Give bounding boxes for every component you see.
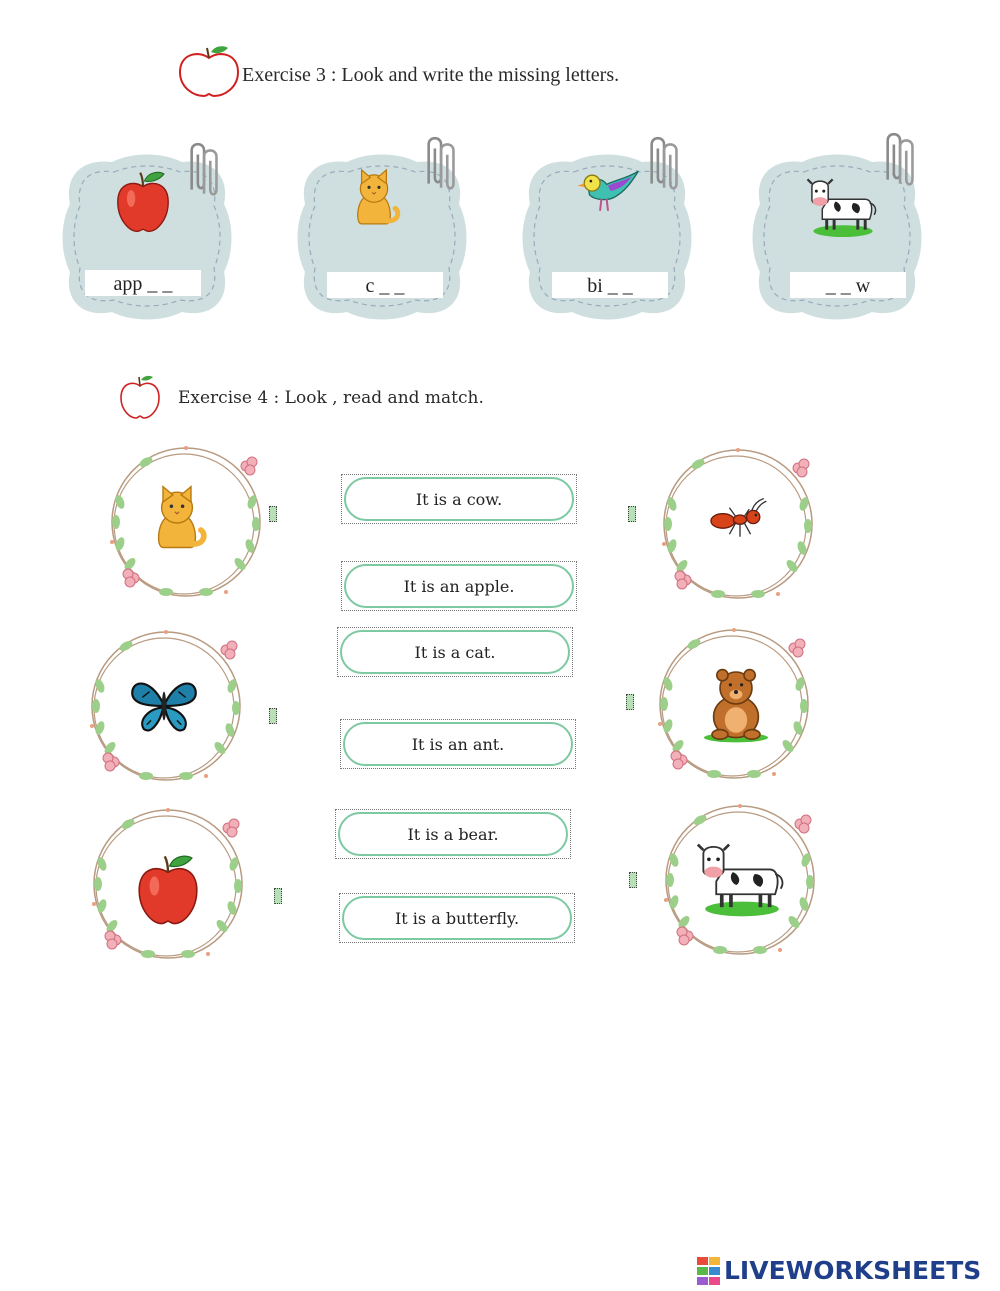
- apple-outline-icon: [176, 44, 242, 98]
- word-clue: _ _ w: [790, 272, 906, 298]
- word-clue: bi _ _: [552, 272, 668, 298]
- word-card-apple: [62, 152, 232, 322]
- picture-ant: [658, 444, 818, 604]
- apple-icon: [128, 848, 208, 932]
- sentence-option[interactable]: It is a cow.: [341, 474, 577, 524]
- word-card-cow: [752, 152, 922, 322]
- word-card-bird: [522, 152, 692, 322]
- word-clue: app _ _: [85, 270, 201, 296]
- picture-butterfly: [86, 626, 246, 786]
- cat-icon: [343, 156, 405, 236]
- liveworksheets-logo-icon: [697, 1257, 721, 1285]
- liveworksheets-logo[interactable]: [697, 1256, 981, 1285]
- match-point-left-2[interactable]: [269, 708, 277, 724]
- cat-icon: [142, 468, 212, 564]
- sentence-option[interactable]: It is a cat.: [337, 627, 573, 677]
- sentence-option[interactable]: It is an apple.: [341, 561, 577, 611]
- exercise3-title: Exercise 3 : Look and write the missing letters.: [242, 64, 620, 86]
- picture-cow: [660, 800, 820, 960]
- paperclip-icon: [180, 138, 224, 200]
- exercise4-title: Exercise 4 : Look , read and match.: [178, 388, 484, 408]
- sentence-option[interactable]: It is a bear.: [335, 809, 571, 859]
- picture-cat: [106, 442, 266, 602]
- match-point-left-1[interactable]: [269, 506, 277, 522]
- paperclip-icon: [876, 128, 920, 190]
- apple-outline-icon: [118, 374, 162, 420]
- picture-bear: [654, 624, 814, 784]
- cow-icon: [806, 166, 880, 240]
- apple-icon: [108, 166, 178, 238]
- word-card-cat: [297, 152, 467, 322]
- match-point-right-3[interactable]: [629, 872, 637, 888]
- word-clue: c _ _: [327, 272, 443, 298]
- paperclip-icon: [417, 132, 461, 194]
- match-point-right-1[interactable]: [628, 506, 636, 522]
- bear-icon: [696, 664, 776, 744]
- match-point-right-2[interactable]: [626, 694, 634, 710]
- picture-apple: [88, 804, 248, 964]
- butterfly-icon: [122, 670, 206, 742]
- bird-icon: [568, 158, 648, 224]
- sentence-option[interactable]: It is a butterfly.: [339, 893, 575, 943]
- match-point-left-3[interactable]: [274, 888, 282, 904]
- brand-name: LIVEWORKSHEETS: [724, 1256, 982, 1285]
- ant-icon: [702, 484, 778, 550]
- cow-icon: [696, 828, 788, 920]
- sentence-option[interactable]: It is an ant.: [340, 719, 576, 769]
